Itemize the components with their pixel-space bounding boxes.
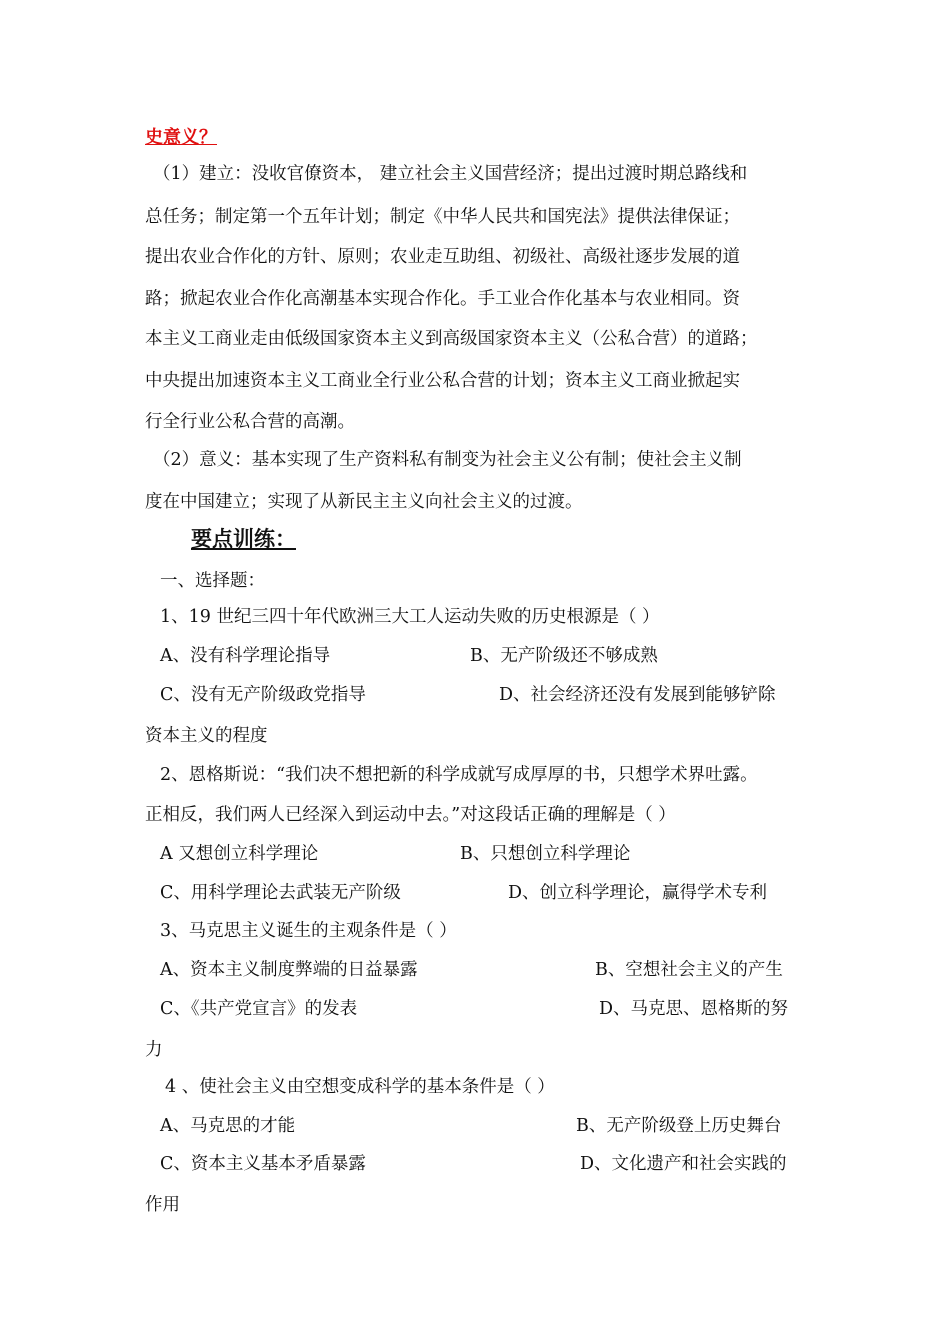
question-4-option-d-cont: 作用 [145,1195,180,1215]
answer-1-line-5: 本主义工商业走由低级国家资本主义到高级国家资本主义（公私合营）的道路； [145,329,758,349]
question-1-option-b: B、无产阶级还不够成熟 [470,646,658,666]
answer-1-line-3: 提出农业合作化的方针、原则；农业走互助组、初级社、高级社逐步发展的道 [145,247,740,267]
question-1-option-d-cont: 资本主义的程度 [145,726,268,746]
question-3-option-d: D、马克思、恩格斯的努 [599,999,789,1019]
question-2-option-b: B、只想创立科学理论 [460,844,631,864]
question-4-option-d: D、文化遗产和社会实践的 [580,1154,787,1174]
question-2-option-d: D、创立科学理论，赢得学术专利 [508,883,768,903]
question-2-option-a: A 又想创立科学理论 [160,844,319,864]
question-2-stem-cont: 正相反，我们两人已经深入到运动中去。”对这段话正确的理解是（ ） [145,805,676,825]
question-2-stem: 2、恩格斯说：“我们决不想把新的科学成就写成厚厚的书，只想学术界吐露。 [160,765,758,785]
section-title: 要点训练： [191,527,296,551]
part-title: 一、选择题： [160,571,265,591]
answer-1-line-6: 中央提出加速资本主义工商业全行业公私合营的计划；资本主义工商业掀起实 [145,371,740,391]
question-2-option-c: C、用科学理论去武装无产阶级 [160,883,401,903]
answer-1-line-4: 路；掀起农业合作化高潮基本实现合作化。手工业合作化基本与农业相同。资 [145,289,740,309]
question-1-stem: 1、19 世纪三四十年代欧洲三大工人运动失败的历史根源是（ ） [160,607,660,627]
question-4-option-b: B、无产阶级登上历史舞台 [576,1116,782,1136]
question-4-stem: 4 、使社会主义由空想变成科学的基本条件是（ ） [165,1077,555,1097]
answer-1-line-7: 行全行业公私合营的高潮。 [145,412,355,432]
question-3-option-d-cont: 力 [145,1040,163,1060]
question-3-option-c: C、《共产党宣言》的发表 [160,999,358,1019]
question-3-option-b: B、空想社会主义的产生 [595,960,783,980]
answer-2-line-1: （2）意义：基本实现了生产资料私有制变为社会主义公有制；使社会主义制 [153,450,742,470]
question-4-option-a: A、马克思的才能 [160,1116,296,1136]
answer-1-line-1: （1）建立：没收官僚资本， 建立社会主义国营经济；提出过渡时期总路线和 [153,164,748,184]
question-4-option-c: C、资本主义基本矛盾暴露 [160,1154,366,1174]
answer-2-line-2: 度在中国建立；实现了从新民主主义向社会主义的过渡。 [145,492,583,512]
question-1-option-a: A、没有科学理论指导 [160,646,331,666]
answer-1-line-2: 总任务；制定第一个五年计划；制定《中华人民共和国宪法》提供法律保证； [145,207,740,227]
question-1-option-c: C、没有无产阶级政党指导 [160,685,366,705]
question-1-option-d: D、社会经济还没有发展到能够铲除 [499,685,776,705]
question-heading-fragment: 史意义？ [145,127,217,148]
question-3-stem: 3、马克思主义诞生的主观条件是（ ） [160,921,457,941]
question-3-option-a: A、资本主义制度弊端的日益暴露 [160,960,418,980]
